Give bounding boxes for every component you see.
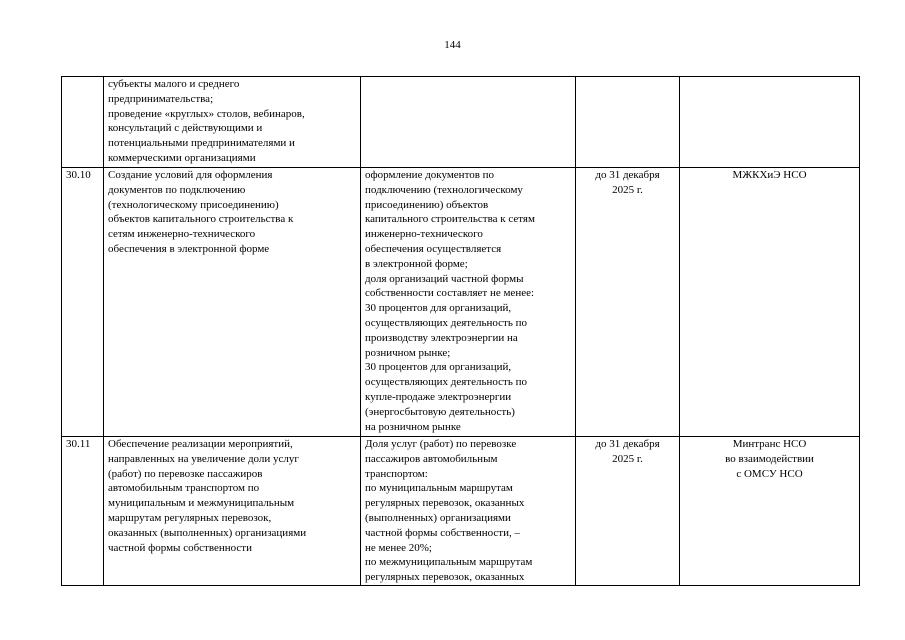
measure-line: потенциальными предпринимателями и	[108, 137, 295, 150]
measures-table	[61, 76, 860, 586]
indicator-line: осуществляющих деятельность по	[365, 376, 527, 389]
measure-line: документов по подключению	[108, 183, 246, 196]
indicator-line: обеспечения осуществляется	[365, 242, 502, 255]
indicator-line: пассажиров автомобильным	[365, 452, 498, 465]
measure-line: консультаций с действующими и	[108, 122, 263, 135]
deadline-line: 2025 г.	[612, 183, 643, 196]
responsible-cell	[680, 77, 860, 168]
item-number-cell	[62, 437, 104, 586]
item-number-cell	[62, 77, 104, 168]
measure-line: предпринимательства;	[108, 92, 214, 105]
indicator-cell	[361, 77, 576, 168]
responsible-line: МЖКХиЭ НСО	[732, 169, 807, 181]
indicator-line: собственности составляет не менее:	[365, 287, 535, 300]
responsible-cell	[680, 437, 860, 586]
measure-line: автомобильным транспортом по	[108, 482, 260, 495]
measure-line: (технологическому присоединению)	[108, 198, 279, 211]
responsible-line: Минтранс НСО	[732, 438, 807, 450]
indicator-line: подключению (технологическому	[365, 183, 523, 196]
indicator-cell	[361, 437, 576, 586]
indicator-line: доля организаций частной формы	[365, 272, 524, 285]
indicator-line: регулярных перевозок, оказанных	[365, 571, 525, 584]
measure-line: направленных на увеличение доли услуг	[108, 452, 299, 465]
indicator-line: осуществляющих деятельность по	[365, 316, 527, 329]
indicator-line: (выполненных) организациями	[365, 511, 511, 524]
measure-line: оказанных (выполненных) организациями	[108, 526, 307, 539]
deadline-cell	[576, 437, 680, 586]
deadline-line: до 31 декабря	[595, 169, 660, 181]
indicator-line: не менее 20%;	[365, 541, 432, 554]
indicator-line: производству электроэнергии на	[365, 331, 518, 344]
page-number: 144	[444, 39, 461, 51]
measure-line: коммерческими организациями	[108, 151, 256, 164]
indicator-line: розничном рынке;	[365, 346, 451, 359]
measure-line: сетям инженерно-технического	[108, 228, 256, 241]
indicator-line: оформление документов по	[365, 169, 495, 181]
indicator-line: инженерно-технического	[365, 228, 483, 241]
measure-line: муниципальным и межмуниципальным	[108, 497, 295, 510]
deadline-cell	[576, 168, 680, 437]
table-row	[62, 168, 860, 437]
indicator-line: присоединению) объектов	[365, 198, 489, 211]
indicator-line: 30 процентов для организаций,	[365, 361, 512, 374]
table-row	[62, 77, 860, 168]
indicator-line: регулярных перевозок, оказанных	[365, 497, 525, 510]
deadline-cell	[576, 77, 680, 168]
measure-line: частной формы собственности	[108, 541, 252, 554]
indicator-line: купле-продаже электроэнергии	[365, 390, 512, 403]
indicator-line: на розничном рынке	[365, 420, 461, 433]
measure-line: субъекты малого и среднего	[108, 78, 240, 90]
measure-line: (работ) по перевозке пассажиров	[108, 467, 263, 480]
indicator-line: капитального строительства к сетям	[365, 213, 535, 226]
responsible-line: во взаимодействии	[725, 452, 814, 465]
indicator-line: 30 процентов для организаций,	[365, 302, 512, 315]
measure-line: проведение «круглых» столов, вебинаров,	[108, 107, 305, 120]
measure-line: Создание условий для оформления	[108, 169, 273, 181]
item-number: 30.10	[66, 169, 91, 181]
responsible-line: с ОМСУ НСО	[736, 467, 803, 480]
responsible-cell	[680, 168, 860, 437]
deadline-line: до 31 декабря	[595, 438, 660, 450]
measure-line: Обеспечение реализации мероприятий,	[108, 438, 293, 450]
indicator-line: в электронной форме;	[365, 257, 468, 270]
table-row	[62, 437, 860, 586]
item-number: 30.11	[66, 438, 91, 450]
measure-cell	[104, 437, 361, 586]
indicator-line: по муниципальным маршрутам	[365, 482, 513, 495]
indicator-line: частной формы собственности, –	[365, 526, 520, 539]
item-number-cell	[62, 168, 104, 437]
measure-line: обеспечения в электронной форме	[108, 242, 270, 255]
indicator-cell	[361, 168, 576, 437]
measure-line: маршрутам регулярных перевозок,	[108, 511, 272, 524]
deadline-line: 2025 г.	[612, 452, 643, 465]
indicator-line: транспортом:	[365, 467, 428, 480]
indicator-line: по межмуниципальным маршрутам	[365, 556, 533, 569]
measure-cell	[104, 168, 361, 437]
indicator-line: (энергосбытовую деятельность)	[365, 405, 515, 418]
indicator-line: Доля услуг (работ) по перевозке	[365, 438, 517, 450]
measure-line: объектов капитального строительства к	[108, 213, 294, 226]
measure-cell	[104, 77, 361, 168]
